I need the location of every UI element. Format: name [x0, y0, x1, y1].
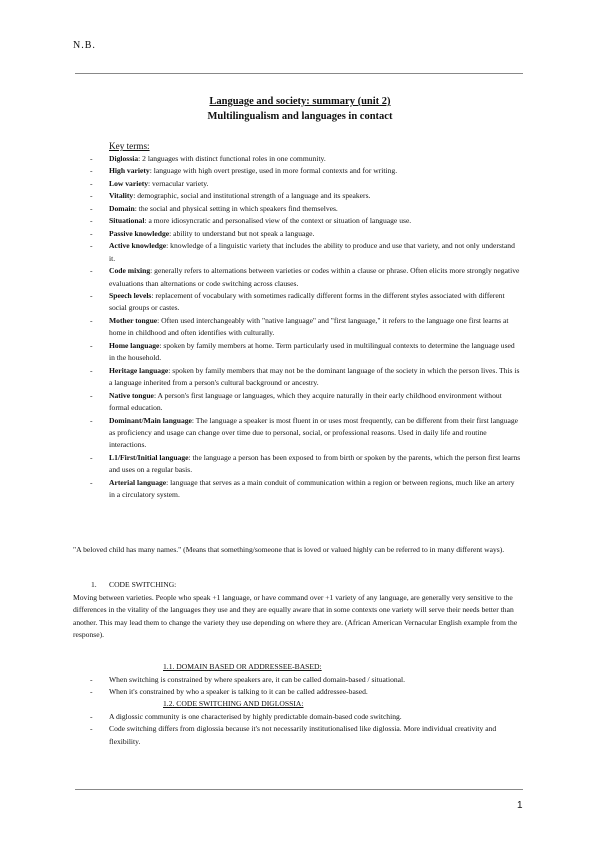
section-paragraph: Moving between varieties. People who speak +1 language, or have command over +1 variety of any language, are generally very sensitive to the differences in the vitality of the languages they use and they are equally aware that in some contexts one variety will serve their needs better than another. This may lead them to change the variety they use depending on where they are. (African American Vernacular English example from the response). [73, 593, 518, 640]
section-number: 1. [91, 580, 97, 589]
footer-rule [75, 789, 523, 790]
list-item: - When switching is constrained by where speakers are, it can be called domain-based / situational. [90, 674, 522, 686]
quote-paragraph: "A beloved child has many names." (Means that something/someone that is loved or valued highly can be referred to in many different ways). [73, 545, 505, 554]
key-term-definition: : Often used interchangeably with "native language" and "first language," it refers to the language one first learns at home in childhood and often identifies with culturally. [109, 315, 509, 338]
key-term-name: Diglossia [109, 154, 139, 163]
key-term-name: Low variety [109, 178, 149, 188]
key-term-definition: : A person's first language or languages, which they acquire naturally in their early childhood environment without formal education. [109, 390, 502, 413]
key-term-definition: : the social and physical setting in which speakers find themselves. [134, 203, 338, 213]
key-term-definition: : demographic, social and institutional strength of a language and its speakers. [133, 191, 371, 201]
key-term-name: Situational [109, 216, 145, 226]
key-term-name: Vitality [109, 191, 134, 201]
key-term-name: L1/First/Initial language [109, 452, 189, 462]
key-term-item [90, 165, 522, 177]
list-item: - When it's constrained by who a speaker is talking to it can be called addressee-based. [90, 686, 522, 698]
key-term-name: High variety [109, 166, 150, 176]
key-term-item [90, 153, 522, 165]
key-term-definition: : a more idiosyncratic and personalised view of the context or situation of language use. [144, 216, 412, 226]
key-term-definition: : generally refers to alternations between varieties or codes within a clause or phrase. Often elicits more strongly negative evaluations than alternations or code switching across clauses. [109, 266, 520, 288]
subsection-heading-1-1: 1.1. DOMAIN BASED OR ADDRESSEE-BASED: [163, 662, 322, 671]
key-term-definition: : language that serves as a main conduit of communication within a region or between regions, much like an artery in a circulatory system. [109, 477, 515, 500]
key-term-definition: : vernacular variety. [148, 178, 209, 188]
key-term-definition: : The language a speaker is most fluent in or uses most frequently, can be different from their first language as proficiency and usage can change over time due to personal, social, or professional reasons. Used in daily life and routine interactions. [109, 415, 519, 450]
key-term-name: Domain [109, 203, 135, 213]
key-term-item [90, 365, 522, 390]
key-term-item [90, 452, 522, 477]
key-term-name: Code mixing [109, 266, 151, 276]
document-subtitle: Multilingualism and languages in contact [207, 111, 393, 122]
key-term-definition: : knowledge of a linguistic variety that includes the ability to produce and use that variety, and not only understand it. [109, 241, 515, 263]
section-heading [91, 580, 176, 589]
section-title: CODE SWITCHING: [109, 580, 177, 589]
list-item: - Code switching differs from diglossia because it's not necessarily institutionalised like diglossia. More individual creativity and flexibility. [90, 723, 522, 748]
key-term-item [90, 415, 522, 452]
key-term-name: Arterial language [109, 477, 167, 487]
key-term-name: Speech levels [109, 290, 152, 300]
subsection-list-1-2 [90, 711, 522, 748]
key-term-definition: : language with high overt prestige, used in more formal contexts and for writing. [149, 166, 398, 176]
key-term-item [90, 477, 522, 502]
page-number: 1 [517, 800, 523, 811]
key-term-name: Heritage language [109, 365, 169, 375]
key-term-definition: : the language a person has been exposed to from birth or spoken by the parents, which the person first learns and uses on a regular basis. [109, 452, 521, 475]
key-term-definition: : ability to understand but not speak a language. [169, 228, 315, 238]
key-term-name: Active knowledge [109, 241, 167, 251]
key-term-definition: : spoken by family members at home. Term particularly used in multilingual contexts to determine the language used in the household. [109, 340, 515, 363]
key-term-item [90, 215, 522, 227]
key-term-item [90, 315, 522, 340]
key-terms-heading: Key terms: [109, 141, 150, 151]
key-term-definition: : 2 languages with distinct functional roles in one community. [138, 154, 326, 163]
key-term-item [90, 190, 522, 202]
key-term-item [90, 228, 522, 240]
key-term-item [90, 290, 522, 315]
key-term-name: Home language [109, 340, 160, 350]
key-term-item [90, 203, 522, 215]
key-terms-list [90, 153, 522, 502]
key-term-item [90, 265, 522, 290]
key-term-item [90, 240, 522, 265]
key-term-name: Native tongue [109, 390, 154, 400]
key-term-definition: : spoken by family members that may not be the dominant language of the society in which the person lives. This is a language inherited from a person's cultural background or ancestry. [109, 365, 520, 388]
key-term-item [90, 390, 522, 415]
document-title: Language and society: summary (unit 2) [209, 96, 391, 107]
subsection-list-1-1 [90, 674, 522, 699]
key-term-item [90, 178, 522, 190]
subsection-heading-1-2: 1.2. CODE SWITCHING AND DIGLOSSIA: [163, 699, 304, 708]
key-term-name: Mother tongue [109, 315, 158, 325]
key-term-item [90, 340, 522, 365]
key-term-definition: : replacement of vocabulary with sometimes radically different forms in the different styles associated with different social groups or castes. [109, 290, 505, 313]
list-item: - A diglossic community is one characterised by highly predictable domain-based code switching. [90, 711, 522, 723]
header-rule [75, 73, 523, 74]
key-term-name: Dominant/Main language [109, 415, 192, 425]
header-initials: N.B. [73, 40, 96, 51]
key-term-name: Passive knowledge [109, 228, 170, 238]
